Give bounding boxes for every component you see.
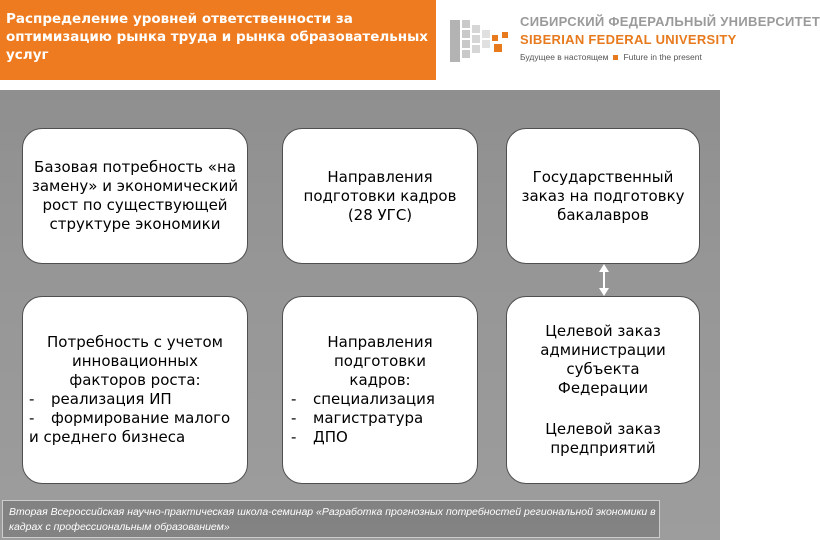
- box-base-demand: [22, 128, 248, 264]
- list-dash: -: [29, 390, 35, 408]
- footer-note: [2, 500, 660, 538]
- double-arrow-icon: [596, 264, 612, 296]
- list-item: [29, 390, 241, 409]
- box-state-order-bachelors-text: Государственный заказ на подготовку бакалавров: [521, 167, 685, 224]
- targeted-order-administration: Целевой заказ администрации субъекта Федерации: [540, 322, 666, 397]
- university-emblem-icon: [448, 16, 510, 66]
- list-item: [291, 390, 469, 409]
- logo-slogan: [520, 52, 702, 62]
- list-item-text: магистратура: [313, 409, 424, 427]
- slogan-ru: Будущее в настоящем: [520, 52, 609, 62]
- slogan-separator-icon: [613, 55, 618, 60]
- list-item-text: ДПО: [313, 428, 348, 446]
- box-training-directions-advanced: [282, 296, 478, 484]
- training-directions-heading: Направления подготовки кадров:: [327, 333, 433, 389]
- list-item: [29, 409, 241, 447]
- box-training-directions-ugs: [282, 128, 478, 264]
- box-base-demand-text: Базовая потребность «на замену» и экономический рост по существующей структуре экономики: [31, 158, 239, 233]
- logo-name-en: SIBERIAN FEDERAL UNIVERSITY: [520, 32, 737, 47]
- header: [0, 0, 820, 80]
- list-dash: -: [291, 390, 297, 408]
- footer-text: Вторая Всероссийская научно-практическая школа-семинар «Разработка прогнозных потребностей региональной экономики в кадрах с профессиональным образованием»: [9, 506, 656, 533]
- box-state-order-bachelors: [506, 128, 700, 264]
- box-training-directions-advanced-content: [283, 329, 477, 451]
- page-title: Распределение уровней ответственности за оптимизацию рынка труда и рынка образовательных услуг: [6, 11, 429, 63]
- slogan-en: Future in the present: [623, 52, 702, 62]
- list-item-text: формирование малого и среднего бизнеса: [29, 409, 231, 446]
- list-dash: -: [291, 428, 297, 446]
- title-banner: [0, 0, 436, 80]
- list-item-text: реализация ИП: [51, 390, 172, 408]
- list-dash: -: [291, 409, 297, 427]
- list-item-text: специализация: [313, 390, 435, 408]
- box-training-directions-ugs-text: Направления подготовки кадров (28 УГС): [303, 167, 457, 224]
- box-innovation-demand-content: [23, 329, 247, 451]
- list-item: [291, 409, 469, 428]
- list-item: [291, 428, 469, 447]
- targeted-order-enterprises: Целевой заказ предприятий: [545, 420, 661, 457]
- box-targeted-orders: [506, 296, 700, 484]
- box-innovation-demand: [22, 296, 248, 484]
- logo-name-ru: СИБИРСКИЙ ФЕДЕРАЛЬНЫЙ УНИВЕРСИТЕТ: [520, 14, 820, 29]
- university-logo: [440, 0, 820, 80]
- innovation-demand-heading: Потребность с учетом инновационных факторов роста:: [47, 333, 223, 389]
- list-dash: -: [29, 409, 35, 427]
